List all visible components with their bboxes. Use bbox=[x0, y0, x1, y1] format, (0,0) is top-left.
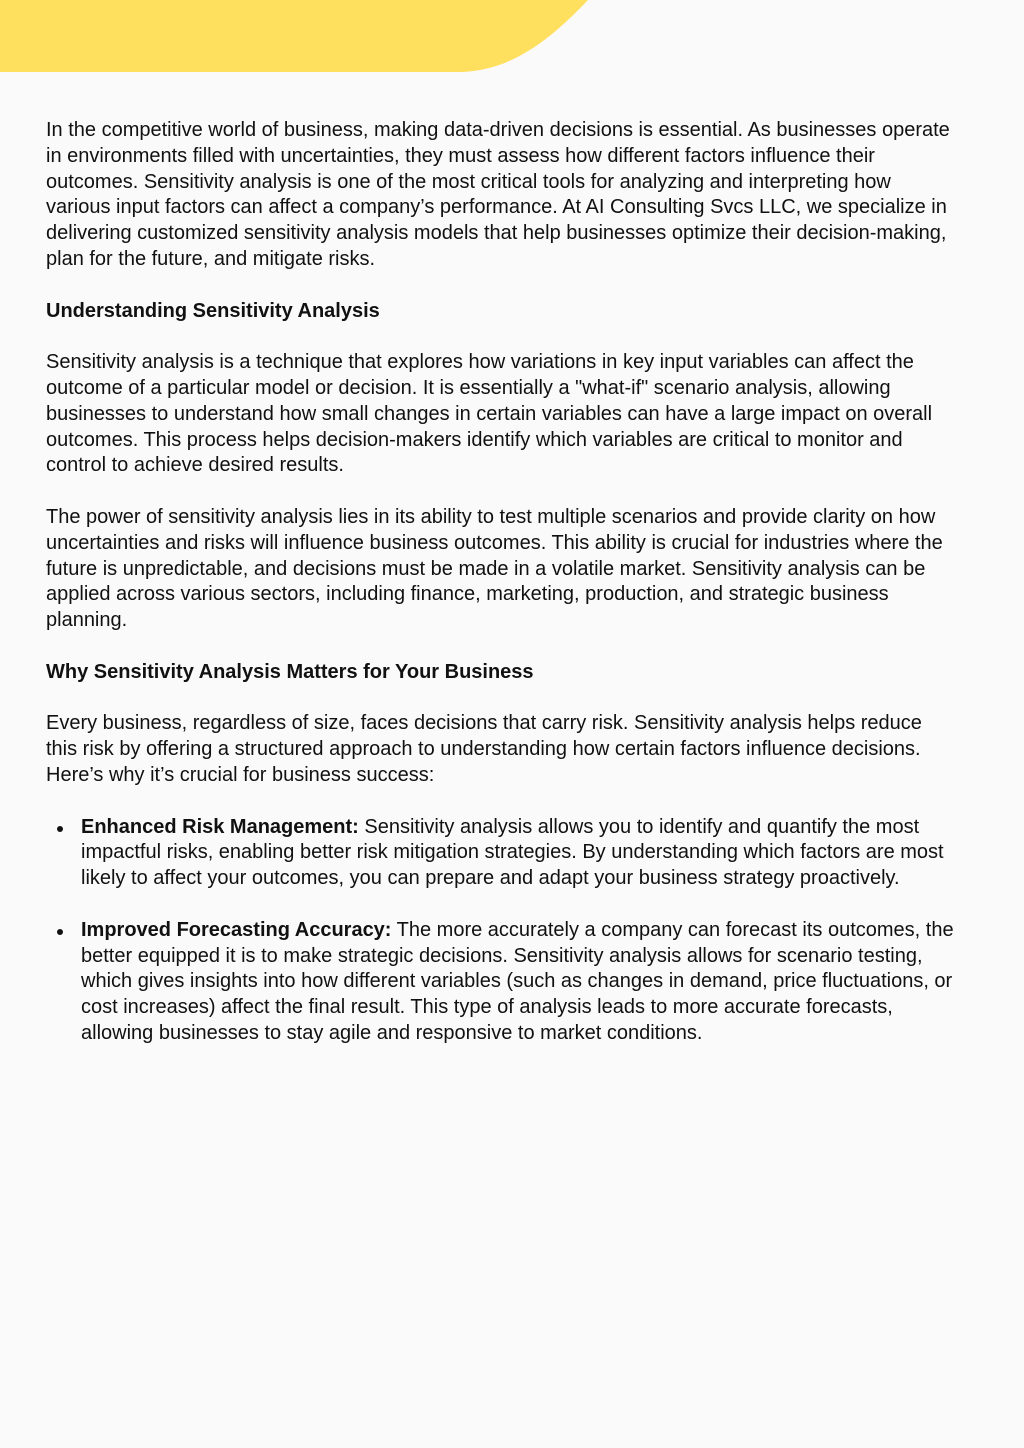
section-heading-why-it-matters: Why Sensitivity Analysis Matters for Your Business bbox=[46, 660, 534, 683]
list-item bbox=[46, 815, 958, 892]
list-item-text: The more accurately a company can forecast its outcomes, the better equipped it is to make strategic decisions. Sensitivity analysis allows for scenario testing, which gives insights into how different variables (such as changes in demand, price fluctuations, or cost increases) affect the final result. This type of analysis leads to more accurate forecasts, allowing businesses to stay agile and responsive to market conditions. bbox=[81, 918, 954, 1044]
section2-paragraph-1: Every business, regardless of size, faces decisions that carry risk. Sensitivity analysis helps reduce this risk by offering a structured approach to understanding how certain factors influence decisions. Here’s why it’s crucial for business success: bbox=[46, 712, 922, 786]
bullet-icon bbox=[57, 826, 63, 832]
decorative-header-shape bbox=[0, 0, 1024, 80]
section1-paragraph-1: Sensitivity analysis is a technique that explores how variations in key input variables can affect the outcome of a particular model or decision. It is essentially a "what-if" scenario analysis, allowing businesses to understand how small changes in certain variables can have a large impact on overall outcomes. This process helps decision-makers identify which variables are critical to monitor and control to achieve desired results. bbox=[46, 351, 933, 477]
document-body bbox=[46, 118, 958, 1072]
intro-paragraph: In the competitive world of business, making data-driven decisions is essential. As businesses operate in environments filled with uncertainties, they must assess how different factors influence their outcomes. Sensitivity analysis is one of the most critical tools for analyzing and interpreting how various input factors can affect a company’s performance. At AI Consulting Svcs LLC, we specialize in delivering customized sensitivity analysis models that help businesses optimize their decision-making, plan for the future, and mitigate risks. bbox=[46, 119, 950, 270]
list-item-text: Sensitivity analysis allows you to identify and quantify the most impactful risks, enabling better risk mitigation strategies. By understanding which factors are most likely to affect your outcomes, you can prepare and adapt your business strategy proactively. bbox=[81, 815, 944, 890]
benefits-list bbox=[46, 815, 958, 1047]
section1-paragraph-2: The power of sensitivity analysis lies in its ability to test multiple scenarios and provide clarity on how uncertainties and risks will influence business outcomes. This ability is crucial for industries where the future is unpredictable, and decisions must be made in a volatile market. Sensitivity analysis can be applied across various sectors, including finance, marketing, production, and strategic business planning. bbox=[46, 505, 943, 632]
list-item-term: Enhanced Risk Management: bbox=[81, 815, 359, 838]
bullet-icon bbox=[57, 929, 63, 935]
section-heading-understanding: Understanding Sensitivity Analysis bbox=[46, 299, 380, 322]
list-item-term: Improved Forecasting Accuracy: bbox=[81, 918, 392, 941]
list-item bbox=[46, 918, 958, 1047]
